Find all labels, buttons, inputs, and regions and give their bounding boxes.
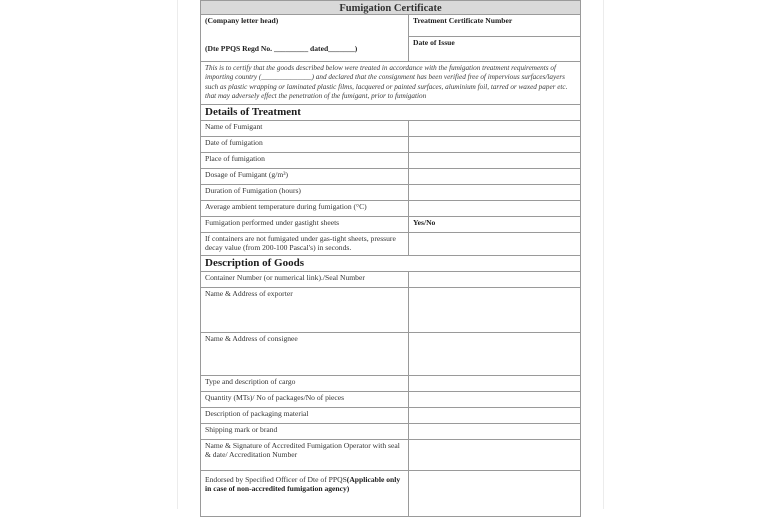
row-value[interactable]	[409, 375, 581, 391]
endorsed-label-bold: (Applicable only in case of non-accredited fumigation agency)	[205, 474, 401, 494]
row-value[interactable]	[409, 423, 581, 439]
table-row	[201, 168, 581, 184]
row-value[interactable]	[409, 391, 581, 407]
row-value[interactable]	[409, 120, 581, 136]
row-value[interactable]	[409, 407, 581, 423]
row-label: Container Number (or numerical link)./Seal Number	[201, 271, 409, 287]
row-label: Quantity (MTs)/ No of packages/No of pieces	[201, 391, 409, 407]
section-heading-details-of-treatment: Details of Treatment	[201, 104, 581, 120]
endorsed-label	[201, 470, 409, 516]
row-value[interactable]	[409, 168, 581, 184]
company-letterhead-cell	[201, 15, 409, 62]
row-label: Place of fumigation	[201, 152, 409, 168]
row-label: Type and description of cargo	[201, 375, 409, 391]
table-row	[201, 271, 581, 287]
row-value[interactable]	[409, 184, 581, 200]
row-label: Shipping mark or brand	[201, 423, 409, 439]
row-value[interactable]	[409, 152, 581, 168]
row-label: Date of fumigation	[201, 136, 409, 152]
row-value[interactable]	[409, 332, 581, 375]
fumigation-certificate	[200, 0, 581, 517]
certification-statement: This is to certify that the goods described below were treated in accordance with the fumigation treatment requirements of importing country (______________) and declared that the consignment has been verified free of impervious surfaces/layers such as plastic wrapping or laminated plastic films, lacquered or painted surfaces, aluminium foil, tarred or waxed paper etc. that may adversely effect the penetration of the fumigant, prior to fumigation	[201, 62, 581, 105]
table-row	[201, 407, 581, 423]
company-letter-head: (Company letter head)	[205, 16, 279, 25]
row-label: Name & Address of exporter	[201, 287, 409, 332]
table-row	[201, 332, 581, 375]
row-label: Duration of Fumigation (hours)	[201, 184, 409, 200]
certificate-table	[200, 0, 581, 517]
row-value[interactable]	[409, 287, 581, 332]
table-row	[201, 136, 581, 152]
regd-no-field[interactable]: (Dte PPQS Regd No. _________ dated_______)	[205, 44, 358, 53]
table-row	[201, 120, 581, 136]
section-heading-description-of-goods: Description of Goods	[201, 255, 581, 271]
page-edge-right	[603, 0, 604, 509]
row-label: Name & Address of consignee	[201, 332, 409, 375]
row-label: Average ambient temperature during fumigation (°C)	[201, 200, 409, 216]
table-row	[201, 184, 581, 200]
page-edge-left	[177, 0, 178, 509]
table-row	[201, 439, 581, 470]
endorsed-label-plain: Endorsed by Specified Officer of Dte of PPQS	[205, 474, 347, 484]
table-row	[201, 287, 581, 332]
table-row	[201, 391, 581, 407]
row-value[interactable]	[409, 439, 581, 470]
row-label: Name & Signature of Accredited Fumigation Operator with seal & date/ Accreditation Number	[201, 439, 409, 470]
row-value[interactable]	[409, 232, 581, 255]
table-row	[201, 200, 581, 216]
row-value[interactable]	[409, 271, 581, 287]
table-row	[201, 375, 581, 391]
treatment-certificate-number[interactable]: Treatment Certificate Number	[409, 15, 581, 37]
table-row	[201, 216, 581, 232]
row-value[interactable]	[409, 200, 581, 216]
table-row	[201, 232, 581, 255]
certificate-title: Fumigation Certificate	[201, 1, 581, 15]
table-row	[201, 470, 581, 516]
table-row	[201, 423, 581, 439]
date-of-issue[interactable]: Date of Issue	[409, 37, 581, 62]
row-label: Fumigation performed under gastight sheets	[201, 216, 409, 232]
row-label: If containers are not fumigated under gas-tight sheets, pressure decay value (from 200-100 Pascal's) in seconds.	[201, 232, 409, 255]
row-label: Dosage of Fumigant (g/m³)	[201, 168, 409, 184]
endorsed-value[interactable]	[409, 470, 581, 516]
row-value[interactable]	[409, 136, 581, 152]
row-label: Name of Fumigant	[201, 120, 409, 136]
table-row	[201, 152, 581, 168]
gastight-yes-no[interactable]: Yes/No	[409, 216, 581, 232]
row-label: Description of packaging material	[201, 407, 409, 423]
